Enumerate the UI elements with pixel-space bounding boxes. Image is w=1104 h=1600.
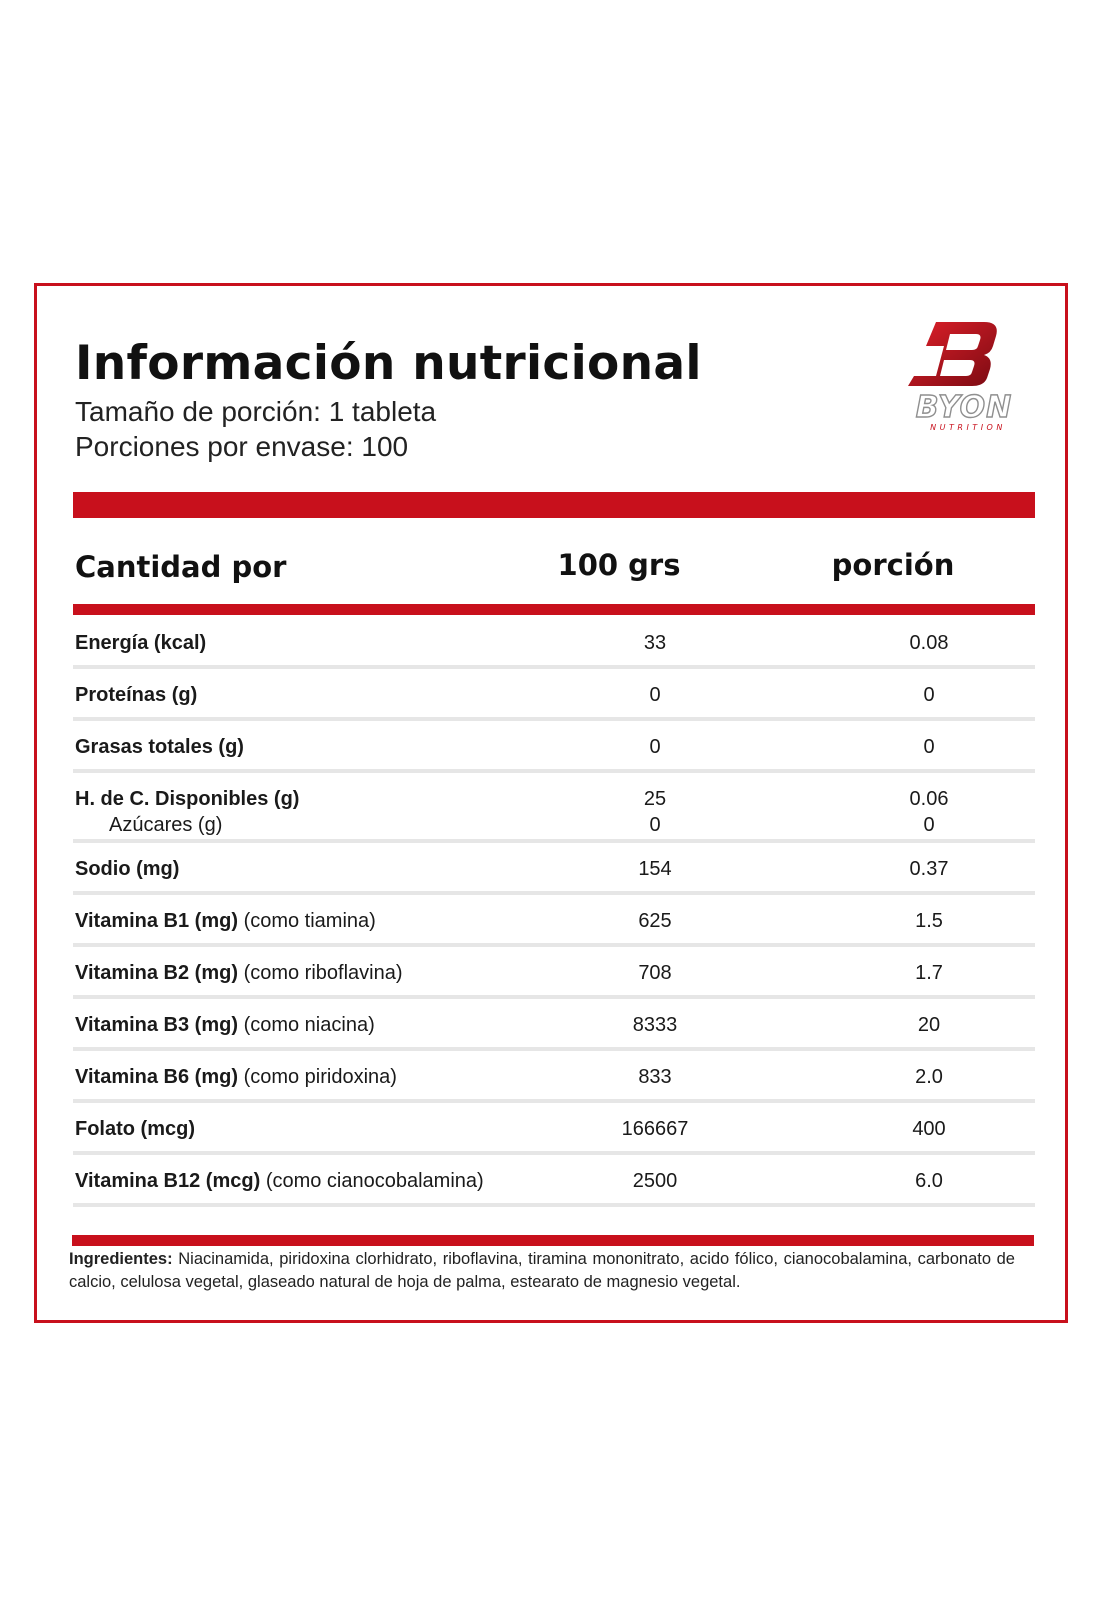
nutrient-name: [75, 1014, 375, 1037]
nutrient-name: [75, 910, 376, 933]
sub-nutrient-name: Azúcares (g): [109, 814, 223, 836]
ingredients-text: Niacinamida, piridoxina clorhidrato, riboflavina, tiramina mononitrato, acido fólico, cianocobalamina, carbonato de calcio, celulosa vegetal, glaseado natural de hoja de palma, estearato de magnesio vegetal.: [69, 1250, 1015, 1291]
nutrient-note: (como piridoxina): [243, 1066, 397, 1088]
value-per-100g: 833: [638, 1066, 672, 1088]
value-per-portion: 6.0: [915, 1170, 943, 1192]
sub-value-per-100g: 0: [649, 814, 661, 836]
table-row: [73, 894, 1035, 947]
value-per-100g: 625: [638, 910, 672, 932]
nutrient-name: [75, 788, 299, 811]
serving-size: Tamaño de porción: 1 tableta: [75, 396, 437, 427]
value-per-100g: 33: [643, 632, 667, 654]
value-per-100g: 8333: [632, 1014, 678, 1036]
nutrient-note: (como niacina): [243, 1014, 375, 1036]
servings-per-container: Porciones por envase: 100: [75, 431, 409, 462]
value-per-100g: 2500: [632, 1170, 678, 1192]
table-row: [73, 1102, 1035, 1155]
table-row: [73, 998, 1035, 1051]
nutrient-name: [75, 1118, 195, 1141]
value-per-portion: 2.0: [915, 1066, 943, 1088]
value-per-100g: 0: [649, 684, 661, 706]
value-per-portion: 1.5: [915, 910, 943, 932]
value-per-portion: 0.37: [909, 858, 949, 880]
table-row: [73, 772, 1035, 843]
nutrient-label: Proteínas (g): [75, 684, 198, 706]
nutrient-name: [75, 684, 197, 707]
header-amount-per: Cantidad por: [75, 550, 287, 584]
table-row: [73, 1050, 1035, 1103]
table-row: [73, 720, 1035, 773]
ingredients-label: Ingredientes:: [69, 1250, 173, 1268]
sub-value-per-portion: 0: [923, 814, 935, 836]
ingredients: [69, 1248, 1015, 1294]
nutrient-label: Vitamina B3 (mg): [75, 1014, 238, 1036]
nutrient-label: Vitamina B1 (mg): [75, 910, 238, 932]
value-per-portion: 0: [923, 684, 935, 706]
value-per-portion: 1.7: [915, 962, 943, 984]
nutrition-label: [34, 283, 1068, 1323]
nutrient-name: [75, 1170, 484, 1193]
header-per-100g: 100 grs: [557, 548, 681, 582]
nutrient-label: Folato (mcg): [75, 1118, 195, 1140]
nutrient-name: [75, 858, 179, 881]
value-per-portion: 400: [912, 1118, 946, 1140]
table-row: [73, 946, 1035, 999]
logo-subtitle: NUTRITION: [930, 423, 1006, 432]
logo-brand: BYON: [915, 390, 1013, 425]
nutrient-label: Vitamina B12 (mcg): [75, 1170, 261, 1192]
nutrient-note: (como riboflavina): [243, 962, 403, 984]
table-row: [73, 842, 1035, 895]
table-row: [73, 1154, 1035, 1207]
nutrient-name: [75, 1066, 397, 1089]
nutrient-note: (como tiamina): [243, 910, 376, 932]
value-per-portion: 0.06: [909, 788, 949, 810]
byon-logo: [892, 320, 1032, 436]
value-per-100g: 708: [638, 962, 672, 984]
nutrient-label: Energía (kcal): [75, 632, 207, 654]
table-row: [73, 668, 1035, 721]
nutrient-label: Grasas totales (g): [75, 736, 244, 758]
page-title: Información nutricional: [75, 336, 702, 391]
value-per-100g: 0: [649, 736, 661, 758]
table-row: [73, 616, 1035, 669]
nutrient-label: H. de C. Disponibles (g): [75, 788, 300, 810]
nutrient-name: [75, 962, 403, 985]
nutrient-label: Vitamina B2 (mg): [75, 962, 238, 984]
divider-thick: [73, 492, 1035, 518]
nutrient-label: Sodio (mg): [75, 858, 180, 880]
header-per-portion: porción: [831, 548, 955, 582]
value-per-portion: 0: [923, 736, 935, 758]
divider-header: [73, 604, 1035, 615]
value-per-100g: 25: [643, 788, 667, 810]
value-per-portion: 20: [917, 1014, 941, 1036]
value-per-100g: 166667: [621, 1118, 689, 1140]
value-per-100g: 154: [638, 858, 672, 880]
nutrient-name: [75, 632, 206, 655]
nutrient-note: (como cianocobalamina): [265, 1170, 484, 1192]
nutrient-label: Vitamina B6 (mg): [75, 1066, 238, 1088]
value-per-portion: 0.08: [909, 632, 949, 654]
nutrient-name: [75, 736, 244, 759]
divider-bottom: [72, 1235, 1034, 1246]
